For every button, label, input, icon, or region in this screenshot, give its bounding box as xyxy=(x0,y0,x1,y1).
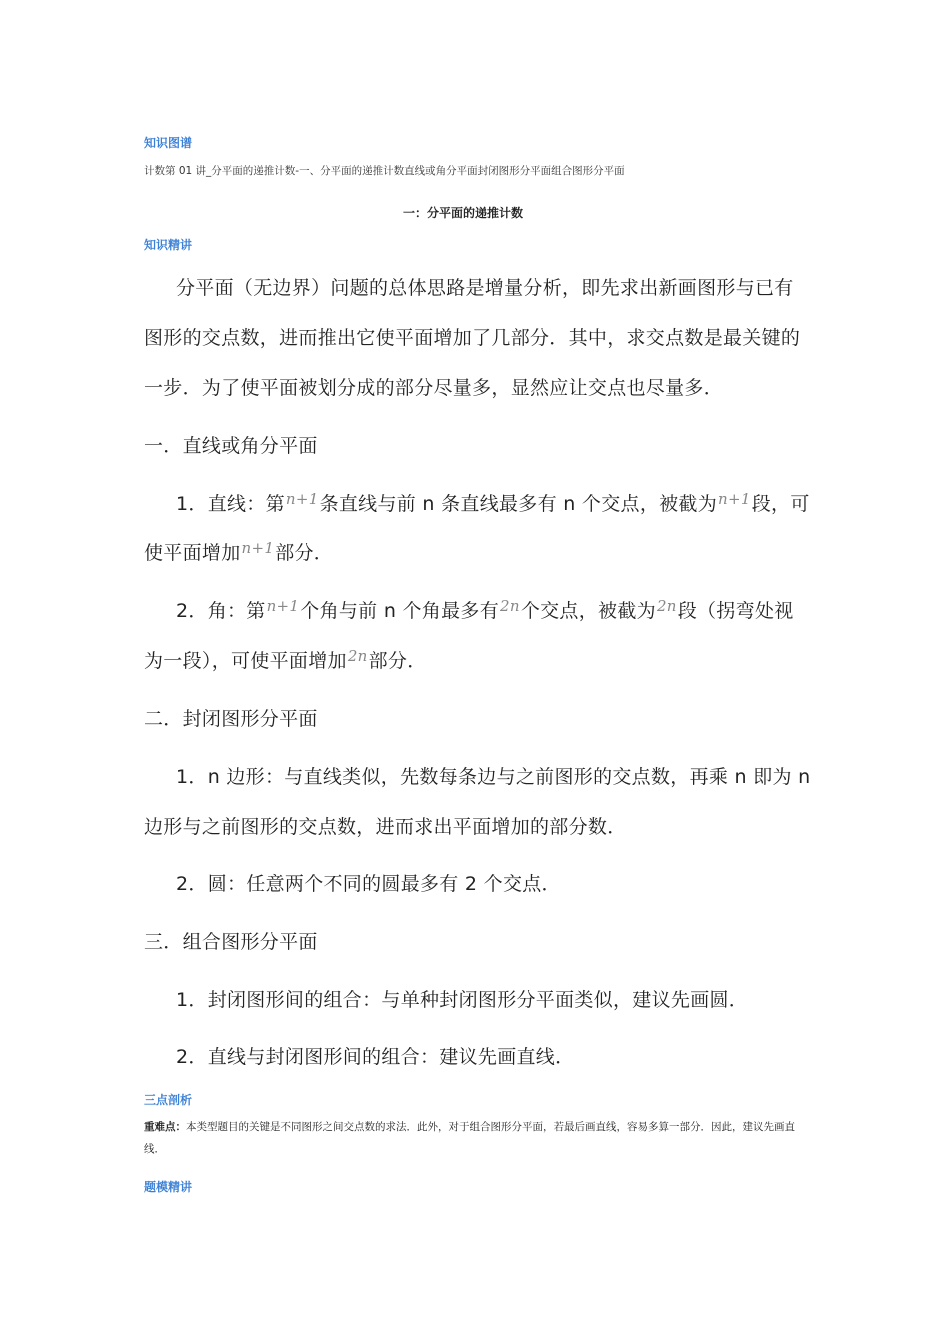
intro-line-3: 一步．为了使平面被划分成的部分尽量多，显然应让交点也尽量多． xyxy=(144,377,724,399)
part3-item1: 1．封闭图形间的组合：与单种封闭图形分平面类似，建议先画圆． xyxy=(176,989,749,1011)
math-n-plus-1: n+1 xyxy=(718,490,751,508)
part3-item2: 2．直线与封闭图形间的组合：建议先画直线． xyxy=(176,1046,575,1068)
intro-line-1: 分平面（无边界）问题的总体思路是增量分析，即先求出新画图形与已有 xyxy=(176,277,794,299)
part1-line-item-l1: 1．直线：第$^{n+1}$条直线与前 n 条直线最多有 n 个交点，被截为$^{n+1}$段，可 xyxy=(176,490,810,515)
part3-title: 三．组合图形分平面 xyxy=(144,931,318,953)
intro-line-2: 图形的交点数，进而推出它使平面增加了几部分．其中，求交点数是最关键的 xyxy=(144,327,801,349)
math-n-plus-1: n+1 xyxy=(285,490,319,508)
part1-angle-item-l2: 为一段），可使平面增加$^{2n}$部分． xyxy=(144,647,427,672)
knowledge-lecture-heading: 知识精讲 xyxy=(144,238,193,252)
difficulty-text: 本类型题目的关键是不同图形之间交点数的求法．此外，对于组合图形分平面，若最后画直线，容易多算一部分．因此，建议先画直线． xyxy=(144,1121,795,1155)
math-n-plus-1: n+1 xyxy=(241,539,275,557)
part2-title: 二．封闭图形分平面 xyxy=(144,708,318,730)
difficulty-label: 重难点： xyxy=(144,1121,186,1133)
part2-item2: 2．圆：任意两个不同的圆最多有 2 个交点． xyxy=(176,873,561,895)
part1-title: 一．直线或角分平面 xyxy=(144,435,318,457)
part1-angle-item-l1: 2．角：第$^{n+1}$个角与前 n 个角最多有$^{2n}$个交点，被截为$^{2n}$段（拐弯处视 xyxy=(176,597,794,622)
part2-item1-l1: 1．n 边形：与直线类似，先数每条边与之前图形的交点数，再乘 n 即为 n xyxy=(176,766,811,788)
part2-item1-l2: 边形与之前图形的交点数，进而求出平面增加的部分数． xyxy=(144,816,627,838)
three-points-heading: 三点剖析 xyxy=(144,1093,193,1107)
part1-line-item-l2: 使平面增加$^{n+1}$部分． xyxy=(144,539,334,564)
knowledge-map-heading: 知识图谱 xyxy=(144,136,193,150)
math-2n: 2n xyxy=(500,597,520,615)
math-2n: 2n xyxy=(347,647,368,665)
math-2n: 2n xyxy=(656,597,677,615)
math-n-plus-1: n+1 xyxy=(266,597,300,615)
difficulty-note xyxy=(144,1116,809,1160)
knowledge-map-text: 计数第 01 讲_分平面的递推计数-一、分平面的递推计数直线或角分平面封闭图形分平面组合图形分平面 xyxy=(144,165,625,177)
section-title: 一：分平面的递推计数 xyxy=(403,206,524,220)
model-lecture-heading: 题模精讲 xyxy=(144,1180,193,1194)
